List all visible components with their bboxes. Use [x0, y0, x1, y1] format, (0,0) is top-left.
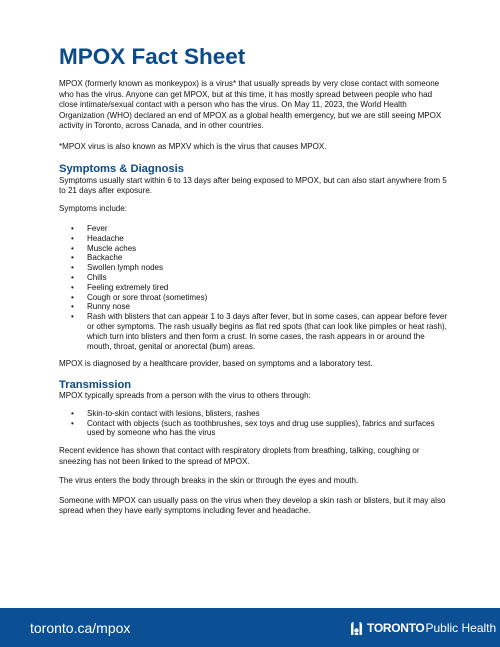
virus-entry-paragraph: The virus enters the body through breaks in the skin or through the eyes and mouth.: [59, 476, 359, 486]
list-item: • Contact with objects (such as toothbrushes, sex toys and drug use supplies), fabrics and surfaces used by someone who has the virus: [71, 418, 435, 438]
bullet-icon: •: [71, 418, 74, 428]
symptoms-heading: Symptoms & Diagnosis: [59, 163, 184, 175]
list-item: • Runny nose: [71, 302, 130, 312]
diagnosis-paragraph: MPOX is diagnosed by a healthcare provider, based on symptoms and a laboratory test.: [59, 359, 373, 369]
list-item: • Swollen lymph nodes: [71, 263, 164, 273]
list-item: • Muscle aches: [71, 243, 137, 253]
bullet-icon: •: [71, 224, 74, 233]
city-hall-icon: [350, 621, 363, 635]
transmission-list: [59, 409, 451, 438]
list-item: • Feeling extremely tired: [71, 282, 169, 292]
list-item: • Rash with blisters that can appear 1 to 3 days after fever, but in some cases, can appear before fever or other symptoms. The rash usually begins as flat red spots (that can look like pimples or heat rash), which turn into blisters and then form a crust. In some cases, the rash appears in or around the mouth, throat, genital or anorectal (bum) areas.: [71, 312, 448, 351]
logo-text-public-health: Public Health: [425, 621, 497, 635]
symptoms-lead: Symptoms usually start within 6 to 13 days after being exposed to MPOX, but can also start anywhere from 5 to 21 days after exposure.: [59, 175, 447, 195]
bullet-icon: •: [71, 312, 74, 322]
list-item: • Backache: [71, 253, 123, 263]
footnote-paragraph: *MPOX virus is also known as MPXV which is the virus that causes MPOX.: [59, 141, 327, 151]
intro-paragraph: MPOX (formerly known as monkeypox) is a virus* that usually spreads by very close contact with someone who has the virus. Anyone can get MPOX, but at this time, it has mostly spread between people who had close intimate/sexual contact with a person who has the virus. On May 11, 2023, the World Health Organization (WHO) declared an end of MPOX as a global health emergency, but we are still seeing MPOX activity in Toronto, across Canada, and in other countries.: [59, 79, 442, 130]
list-item: • Cough or sore throat (sometimes): [71, 292, 208, 302]
symptoms-include-label: Symptoms include:: [59, 203, 127, 213]
bullet-icon: •: [71, 302, 74, 312]
transmission-lead: MPOX typically spreads from a person with the virus to others through:: [59, 391, 311, 401]
transmission-heading: Transmission: [59, 378, 132, 391]
list-item: • Chills: [71, 272, 107, 282]
bullet-icon: •: [71, 233, 74, 243]
list-item: • Headache: [71, 233, 124, 243]
symptoms-list: [59, 224, 451, 351]
list-item: • Fever: [71, 224, 108, 233]
document-body: [59, 44, 451, 517]
bullet-icon: •: [71, 408, 74, 418]
list-item: • Skin-to-skin contact with lesions, blisters, rashes: [71, 408, 260, 418]
bullet-icon: •: [71, 272, 74, 282]
bullet-icon: •: [71, 253, 74, 263]
bullet-icon: •: [71, 243, 74, 253]
bullet-icon: •: [71, 263, 74, 273]
bullet-icon: •: [71, 292, 74, 302]
page-title: MPOX Fact Sheet: [59, 44, 246, 69]
toronto-public-health-logo: [350, 620, 496, 636]
respiratory-paragraph: Recent evidence has shown that contact with respiratory droplets from breathing, talking, coughing or sneezing has not been linked to the spread of MPOX.: [59, 446, 420, 466]
footer-bar: [0, 608, 500, 647]
bullet-icon: •: [71, 282, 74, 292]
footer-url-link[interactable]: toronto.ca/mpox: [30, 620, 131, 636]
contagious-period-paragraph: Someone with MPOX can usually pass on the virus when they develop a skin rash or blisters, but it may also spread when they have early symptoms including fever and headache.: [59, 495, 446, 516]
logo-text-toronto: TORONTO: [367, 621, 425, 635]
